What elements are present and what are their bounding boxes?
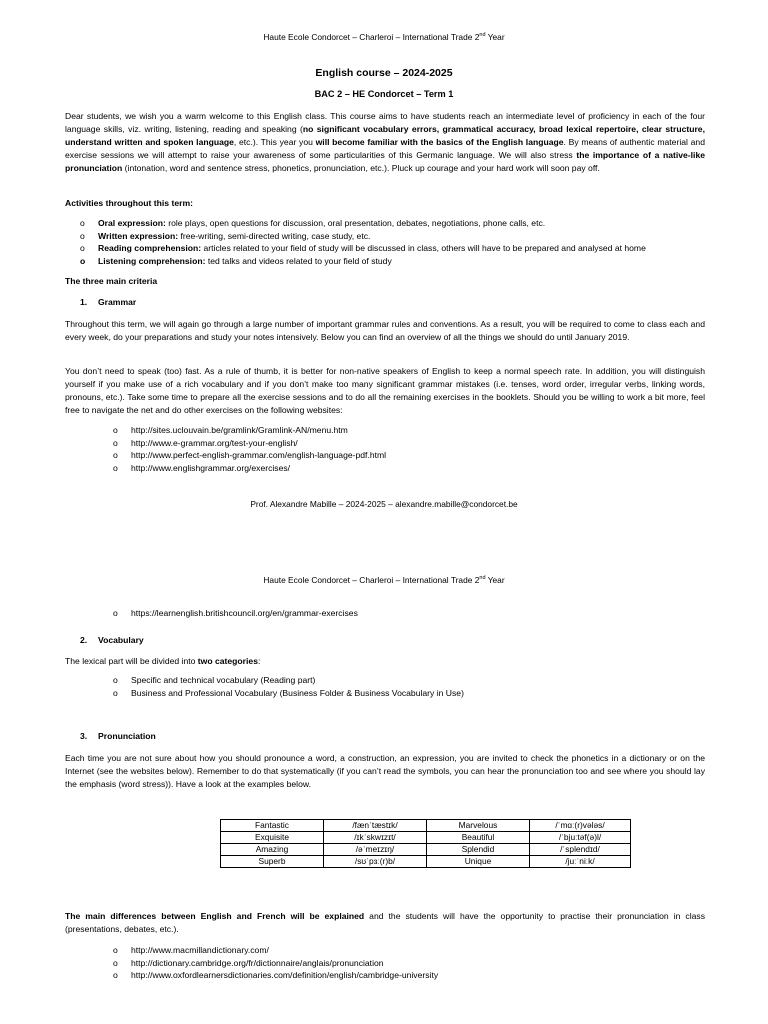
table-cell: Marvelous — [427, 820, 530, 832]
header-sup: nd — [479, 32, 486, 39]
bullet-icon: o — [113, 450, 118, 460]
website-link[interactable]: http://dictionary.cambridge.org/fr/dictionnaire/anglais/pronunciation — [131, 957, 384, 968]
table-cell: /fænˈtæstɪk/ — [324, 820, 427, 832]
list-item — [113, 674, 464, 687]
header-sup: nd — [479, 575, 486, 582]
activity-text: ted talks and videos related to your field of study — [205, 255, 392, 266]
website-link[interactable]: http://www.e-grammar.org/test-your-english/ — [131, 437, 298, 448]
intro-text-4: (intonation, word and sentence stress, phonetics, pronunciation, etc.). Pluck up courage and your hard work will soon pay off. — [122, 163, 600, 173]
intro-bold-1: no significant vocabulary errors, grammatical accuracy, broad lexical repertoire, clear structure, understand written and spoken language — [65, 124, 705, 147]
section-vocabulary-heading — [80, 635, 144, 645]
table-cell: Fantastic — [221, 820, 324, 832]
vocabulary-paragraph — [65, 655, 705, 668]
intro-paragraph — [65, 110, 705, 175]
table-cell: Exquisite — [221, 832, 324, 844]
bullet-icon: o — [113, 970, 118, 980]
activity-label: Written expression: — [98, 230, 179, 241]
bullet-icon: o — [113, 608, 118, 618]
header-text: Haute Ecole Condorcet – Charleroi – International Trade 2 — [263, 575, 480, 585]
section-pronunciation-heading — [80, 731, 156, 741]
list-item — [113, 607, 358, 620]
table-row — [221, 856, 631, 868]
table-cell: /ɪkˈskwɪzɪt/ — [324, 832, 427, 844]
differences-paragraph — [65, 910, 705, 936]
list-item — [113, 687, 464, 700]
grammar-links-list — [113, 424, 387, 474]
bullet-icon: o — [113, 957, 118, 968]
table-row — [221, 844, 631, 856]
bullet-icon: o — [113, 675, 118, 685]
section-number: 1. — [80, 297, 88, 307]
vocab-item-text: Business and Professional Vocabulary (Business Folder & Business Vocabulary in Use) — [131, 687, 464, 698]
vocab-text: The lexical part will be divided into — [65, 656, 198, 666]
website-link[interactable]: http://www.oxfordlearnersdictionaries.com/definition/english/cambridge-university — [131, 970, 439, 980]
intro-bold-3: the importance of a native-like pronunciation — [65, 150, 706, 173]
website-link[interactable]: http://www.perfect-english-grammar.com/english-language-pdf.html — [131, 450, 387, 460]
dictionary-links-list — [113, 944, 439, 982]
differences-text: and the students will have the opportunity to practise their pronunciation in class (presentations, debates, etc.). — [65, 911, 705, 934]
bullet-icon: o — [113, 425, 118, 435]
activity-text: free-writing, semi-directed writing, case study, etc. — [178, 230, 371, 241]
list-item — [113, 424, 386, 437]
list-item — [80, 230, 646, 243]
table-cell: /ˈsplendɪd/ — [530, 844, 631, 856]
document-subtitle: BAC 2 – HE Condorcet – Term 1 — [314, 89, 454, 99]
bullet-icon: o — [113, 687, 118, 698]
header-text-end: Year — [485, 575, 505, 585]
table-cell: /juːˈniːk/ — [530, 856, 631, 868]
list-item — [80, 242, 646, 255]
list-item — [80, 217, 646, 230]
list-item — [113, 969, 439, 982]
bullet-icon: o — [113, 462, 118, 473]
vocabulary-list — [113, 674, 464, 699]
bullet-icon: o — [80, 230, 85, 241]
section-label: Pronunciation — [98, 731, 156, 741]
pronunciation-paragraph — [65, 752, 705, 791]
intro-text-1: Dear students, we wish you a warm welcome to this English class. This course aims to have students reach an intermediate level of proficiency in each of the four language skills, viz. writing, listening, reading and speaking ( — [65, 111, 705, 134]
list-item — [113, 449, 387, 462]
criteria-heading: The three main criteria — [65, 276, 158, 286]
table-cell: Beautiful — [427, 832, 530, 844]
list-item — [113, 462, 386, 475]
table-cell: Unique — [427, 856, 530, 868]
section-label: Grammar — [98, 297, 137, 307]
header-text: Haute Ecole Condorcet – Charleroi – International Trade 2 — [263, 32, 480, 42]
grammar-paragraph-1 — [65, 318, 705, 344]
document-title: English course – 2024-2025 — [315, 67, 453, 79]
table-row — [221, 820, 631, 832]
intro-bold-2: will become familiar with the basics of the English language — [315, 137, 564, 147]
bullet-icon: o — [113, 945, 118, 955]
intro-text-2: , etc.). This year you — [233, 137, 316, 147]
differences-bold: The main differences between English and French will be explained — [65, 911, 365, 921]
grammar-text-2: You don’t need to speak (too) fast. As a rule of thumb, it is better for non-native speakers of English to keep a normal speech rate. In addition, you will distinguish yourself if you make use of a rich vocabulary and if you don’t make too many significant grammar mistakes (i.e. tenses, word order, irregular verbs, linking words, pronouns, etc.). Take some time to prepare all the exercise sessions and to do all the remaining exercises in the booklets. Should you be willing to work a bit more, feel free to navigate the net and do other exercises on the following websites: — [65, 366, 705, 415]
bullet-icon: o — [80, 243, 85, 253]
table-cell: /sʊˈpɜː(r)b/ — [324, 856, 427, 868]
activity-text: articles related to your field of study will be discussed in class, others will have to be prepared and analysed at home — [201, 243, 646, 253]
grammar-paragraph-2 — [65, 365, 705, 417]
activity-label: Listening comprehension: — [98, 255, 206, 266]
pronunciation-text: Each time you are not sure about how you should pronounce a word, a construction, an expression, you are invited to check the phonetics in a dictionary or on the Internet (see the websites below). Remember to do that systematically (if you can’t read the symbols, you can hear the pronunciation too and see where you should lay the emphasis (word stress)). Have a look at the examples below. — [65, 753, 705, 789]
bullet-icon: o — [113, 437, 118, 448]
table-cell: /ˈmɑː(r)vələs/ — [530, 820, 631, 832]
activity-label: Reading comprehension: — [98, 243, 202, 253]
table-cell: /ˈbjuːtəf(ə)l/ — [530, 832, 631, 844]
section-number: 3. — [80, 731, 88, 741]
intro-text-3: . By means of authentic material and exercise sessions we will attempt to raise your awareness of some particularities of this Germanic language. We will also stress — [65, 137, 705, 160]
website-link[interactable]: https://learnenglish.britishcouncil.org/en/grammar-exercises — [131, 608, 358, 618]
vocab-text-end: : — [257, 656, 261, 666]
grammar-links-list-continued — [113, 607, 358, 620]
table-cell: /əˈmeɪzɪŋ/ — [324, 844, 427, 856]
page-header — [0, 32, 768, 42]
phonetics-table — [220, 819, 631, 868]
bullet-icon: o — [80, 255, 86, 266]
list-item — [113, 957, 438, 970]
bullet-icon: o — [80, 218, 85, 228]
vocab-bold: two categories — [197, 656, 258, 666]
website-link[interactable]: http://sites.uclouvain.be/gramlink/Gramlink-AN/menu.htm — [131, 425, 348, 435]
activities-list — [80, 217, 646, 267]
list-item — [113, 437, 386, 450]
website-link[interactable]: http://www.englishgrammar.org/exercises/ — [131, 462, 291, 473]
section-number: 2. — [80, 635, 88, 645]
list-item — [113, 944, 438, 957]
table-row — [221, 832, 631, 844]
activity-text: role plays, open questions for discussion, oral presentation, debates, negotiations, phone calls, etc. — [165, 218, 546, 228]
activity-label: Oral expression: — [98, 218, 166, 228]
grammar-text-1: Throughout this term, we will again go through a large number of important grammar rules and conventions. As a result, you will be required to come to class each and every week, do your preparations and study your notes intensively. Below you can find an overview of all the things we should do until January 2019. — [65, 319, 705, 342]
header-text-end: Year — [485, 32, 505, 42]
list-item — [80, 255, 646, 268]
table-cell: Amazing — [221, 844, 324, 856]
page-header-2 — [0, 575, 768, 585]
vocab-item-text: Specific and technical vocabulary (Reading part) — [131, 675, 316, 685]
page-footer: Prof. Alexandre Mabille – 2024-2025 – alexandre.mabille@condorcet.be — [250, 499, 518, 509]
activities-heading: Activities throughout this term: — [65, 198, 193, 208]
website-link[interactable]: http://www.macmillandictionary.com/ — [131, 945, 269, 955]
section-label: Vocabulary — [98, 635, 144, 645]
table-cell: Superb — [221, 856, 324, 868]
section-grammar-heading — [80, 297, 136, 307]
table-cell: Splendid — [427, 844, 530, 856]
